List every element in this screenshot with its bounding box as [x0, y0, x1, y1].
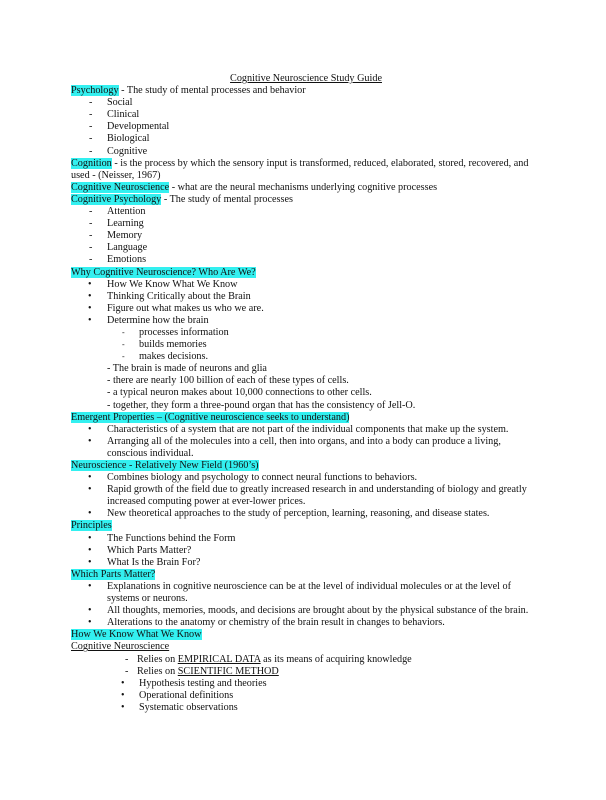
sub-item: - makes decisions.: [71, 351, 541, 363]
bullet-item: • Rapid growth of the field due to greatly increased research in and understanding of biology and greatly increased computing power at ever-lower prices.: [71, 484, 541, 508]
document-title: Cognitive Neuroscience Study Guide: [230, 73, 382, 84]
bullet-item: • How We Know What We Know: [71, 279, 541, 291]
section-heading: Which Parts Matter?: [71, 568, 156, 580]
note-line: - The brain is made of neurons and glia: [107, 363, 267, 375]
section-heading: Neuroscience - Relatively New Field (1960’s): [71, 460, 259, 471]
term-cognition: Cognition: [71, 157, 112, 169]
bullet-item: • The Functions behind the Form: [71, 533, 541, 545]
relies-scientific: - Relies on SCIENTIFIC METHOD: [71, 666, 541, 678]
bullet-item: • What Is the Brain For?: [71, 557, 541, 569]
bullet-item: • Hypothesis testing and theories: [71, 678, 541, 690]
term-cognitive-psychology: Cognitive Psychology: [71, 193, 162, 205]
note-line: - together, they form a three-pound organ that has the consistency of Jell-O.: [107, 399, 416, 411]
bullet-item: • Operational definitions: [71, 690, 541, 702]
bullet-item: • Arranging all of the molecules into a cell, then into organs, and into a body can produce a living, conscious individual.: [71, 436, 541, 460]
relies-empirical: - Relies on EMPIRICAL DATA as its means of acquiring knowledge: [71, 654, 541, 666]
section-heading: How We Know What We Know: [71, 629, 202, 641]
bullet-item: • Systematic observations: [71, 702, 541, 714]
list-item: - Biological: [71, 133, 541, 145]
document-page: [71, 73, 541, 714]
psychology-definition: Psychology - The study of mental processes and behavior: [71, 85, 306, 97]
list-item: - Clinical: [71, 109, 541, 121]
list-item: - Emotions: [71, 254, 541, 266]
sub-item: - processes information: [71, 327, 541, 339]
bullet-item: • New theoretical approaches to the study of perception, learning, reasoning, and disease states.: [71, 508, 541, 520]
list-item: - Cognitive: [71, 146, 541, 158]
list-item: - Attention: [71, 206, 541, 218]
list-item: - Language: [71, 242, 541, 254]
list-item: - Learning: [71, 218, 541, 230]
section-heading: Why Cognitive Neuroscience? Who Are We?: [71, 266, 256, 278]
bullet-item: • Figure out what makes us who we are.: [71, 303, 541, 315]
note-line: - a typical neuron makes about 10,000 connections to other cells.: [107, 387, 372, 399]
cog-psych-definition: Cognitive Psychology - The study of mental processes: [71, 193, 293, 205]
term-cognitive-neuroscience: Cognitive Neuroscience: [71, 181, 170, 193]
section-heading: Emergent Properties – (Cognitive neuroscience seeks to understand): [71, 411, 350, 423]
list-item: - Social: [71, 97, 541, 109]
cog-neuro-definition: Cognitive Neuroscience - what are the neural mechanisms underlying cognitive processes: [71, 181, 438, 193]
list-item: - Memory: [71, 230, 541, 242]
note-line: - there are nearly 100 billion of each of these types of cells.: [107, 375, 349, 387]
section-heading: Principles: [71, 520, 112, 532]
bullet-item: • All thoughts, memories, moods, and decisions are brought about by the physical substance of the brain.: [71, 605, 541, 617]
bullet-item: • Determine how the brain: [71, 315, 541, 327]
bullet-item: • Characteristics of a system that are not part of the individual components that make up the system.: [71, 424, 541, 436]
bullet-item: • Which Parts Matter?: [71, 545, 541, 557]
bullet-item: • Combines biology and psychology to connect neural functions to behaviors.: [71, 472, 541, 484]
subheading: Cognitive Neuroscience: [71, 641, 170, 653]
cognition-definition: Cognition - is the process by which the sensory input is transformed, reduced, elaborated, stored, recovered, and used - (Neisser, 1967): [71, 157, 529, 181]
bullet-item: • Alterations to the anatomy or chemistry of the brain result in changes to behaviors.: [71, 617, 541, 629]
term-psychology: Psychology: [71, 85, 119, 97]
bullet-item: • Explanations in cognitive neuroscience can be at the level of individual molecules or at the level of systems or neurons.: [71, 581, 541, 605]
sub-item: - builds memories: [71, 339, 541, 351]
list-item: - Developmental: [71, 121, 541, 133]
bullet-item: • Thinking Critically about the Brain: [71, 291, 541, 303]
